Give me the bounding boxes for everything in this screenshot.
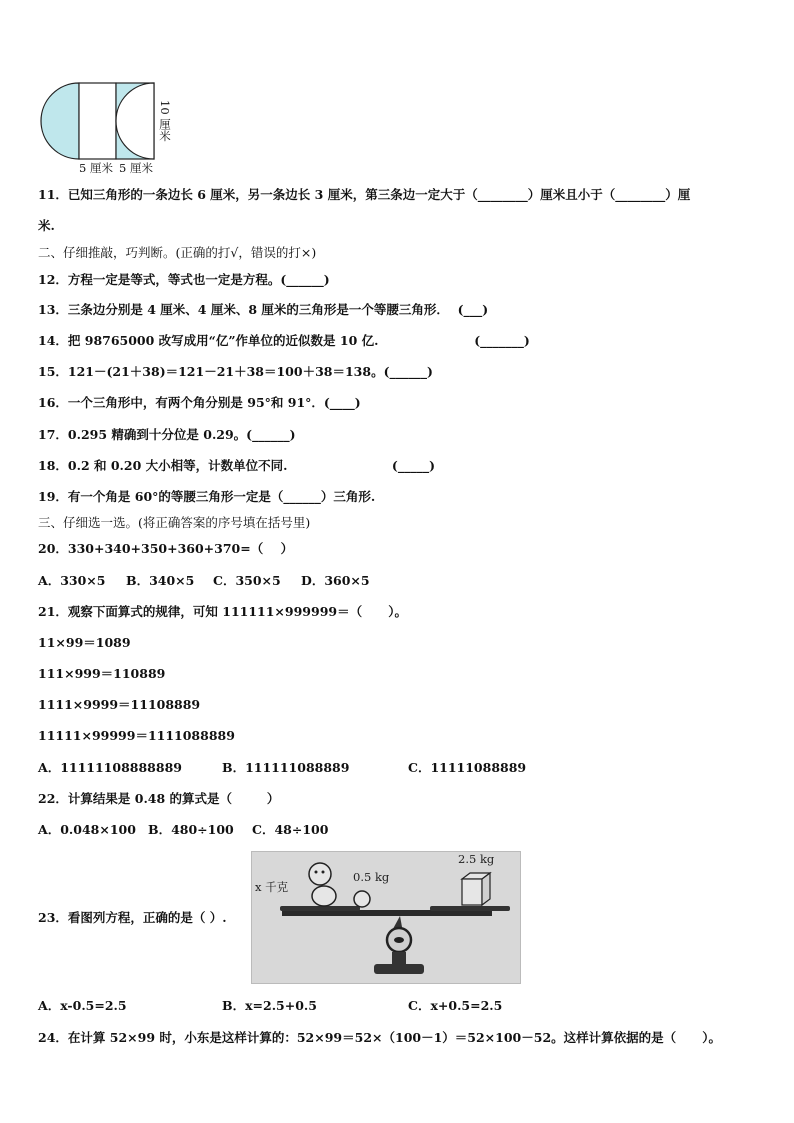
figure-label-bottom-right: 5 厘米 xyxy=(119,161,153,175)
question-21-pattern-2: 111×999＝110889 xyxy=(38,666,166,681)
question-24: 24．在计算 52×99 时，小东是这样计算的：52×99＝52×（100－1）＝52×100－52。这样计算依据的是（ ）。 xyxy=(38,1030,722,1045)
question-13: 13．三条边分别是 4 厘米、4 厘米、8 厘米的三角形是一个等腰三角形． (___) xyxy=(38,302,489,317)
section-3-heading: 三、仔细选一选。(将正确答案的序号填在括号里) xyxy=(38,515,311,530)
question-20-option-a: A．330×5 xyxy=(38,573,106,588)
balance-scale-image xyxy=(251,851,521,984)
question-23-stem: 23．看图列方程，正确的是（ ）. xyxy=(38,910,227,925)
question-18: 18．0.2 和 0.20 大小相等，计数单位不同. (_____) xyxy=(38,458,436,473)
left-semicircle xyxy=(41,83,79,159)
question-11-line1: 11．已知三角形的一条边长 6 厘米，另一条边长 3 厘米，第三条边一定大于（________）厘米且小于（________）厘 xyxy=(38,187,691,202)
image-label-x: x 千克 xyxy=(255,880,289,894)
question-20-option-d: D．360×5 xyxy=(301,573,370,588)
image-label-right-weight: 2.5 kg xyxy=(458,852,495,866)
question-21-pattern-1: 11×99＝1089 xyxy=(38,635,131,650)
figure-label-vertical: 10 厘米 xyxy=(158,100,172,142)
question-20-option-c: C．350×5 xyxy=(213,573,281,588)
question-16: 16．一个三角形中，有两个角分别是 95°和 91°．(____) xyxy=(38,395,361,410)
question-22-stem: 22．计算结果是 0.48 的算式是（ ） xyxy=(38,791,280,806)
question-11-line2: 米. xyxy=(38,218,55,233)
question-23-option-b: B．x=2.5+0.5 xyxy=(222,998,317,1013)
question-19: 19．有一个角是 60°的等腰三角形一定是（______）三角形. xyxy=(38,489,376,504)
question-21-pattern-4: 11111×99999＝1111088889 xyxy=(38,728,235,743)
question-21-option-b: B．111111088889 xyxy=(222,760,350,775)
question-14: 14．把 98765000 改写成用“亿”作单位的近似数是 10 亿. (_______) xyxy=(38,333,530,348)
question-22-option-a: A．0.048×100 xyxy=(38,822,136,837)
geometry-figure xyxy=(38,80,168,160)
question-12: 12．方程一定是等式，等式也一定是方程。(______) xyxy=(38,272,330,287)
question-23-option-a: A．x-0.5=2.5 xyxy=(38,998,127,1013)
question-21-option-c: C．11111088889 xyxy=(408,760,527,775)
question-20-stem: 20．330+340+350+360+370=（ ） xyxy=(38,541,294,556)
left-rectangle xyxy=(79,83,116,159)
question-21-option-a: A．11111108888889 xyxy=(38,760,182,775)
question-17: 17．0.295 精确到十分位是 0.29。(______) xyxy=(38,427,296,442)
question-15: 15．121－(21＋38)＝121－21＋38＝100＋38＝138。(______) xyxy=(38,364,433,379)
question-22-option-c: C．48÷100 xyxy=(252,822,329,837)
image-label-left-weight: 0.5 kg xyxy=(353,870,390,884)
figure-label-bottom-left: 5 厘米 xyxy=(79,161,113,175)
question-21-pattern-3: 1111×9999＝11108889 xyxy=(38,697,201,712)
question-20-option-b: B．340×5 xyxy=(126,573,195,588)
question-22-option-b: B．480÷100 xyxy=(148,822,234,837)
question-21-stem: 21．观察下面算式的规律，可知 111111×999999＝（ ）。 xyxy=(38,604,407,619)
question-23-option-c: C．x+0.5=2.5 xyxy=(408,998,503,1013)
section-2-heading: 二、仔细推敲，巧判断。(正确的打√，错误的打×) xyxy=(38,245,317,260)
